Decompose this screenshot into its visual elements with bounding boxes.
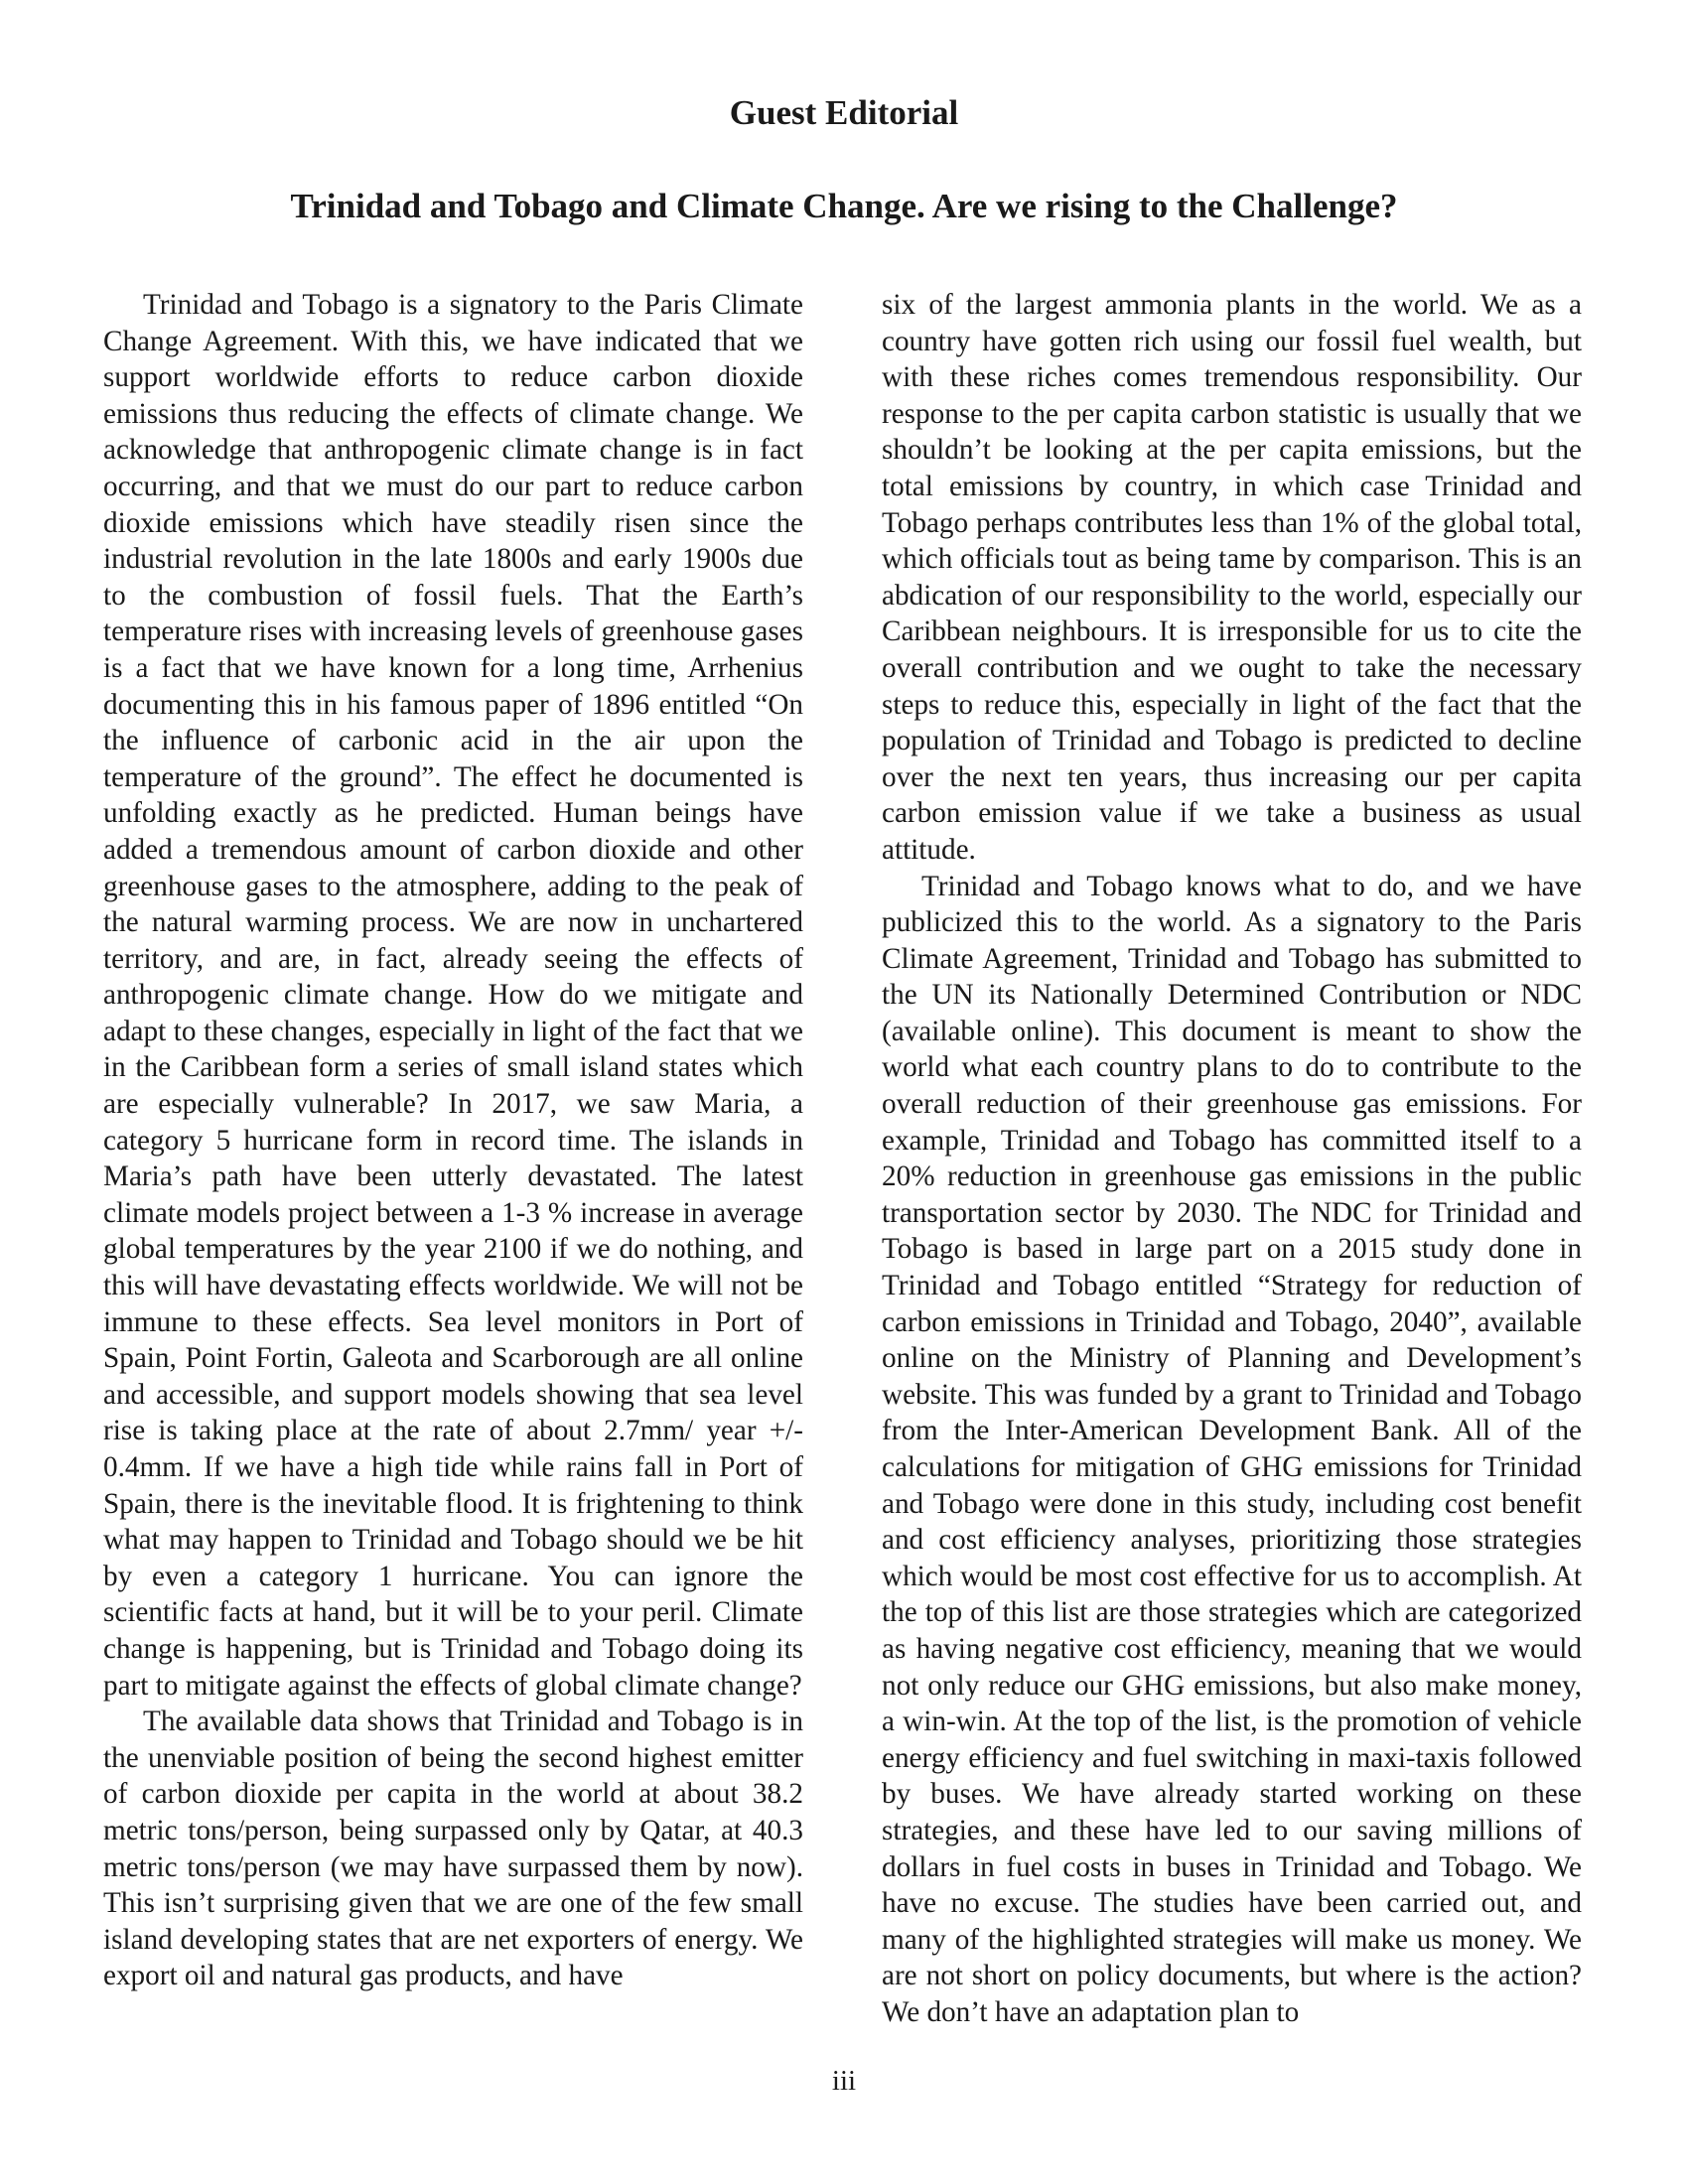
right-column <box>882 287 1582 2031</box>
article-title: Trinidad and Tobago and Climate Change. Are we rising to the Challenge? <box>290 187 1398 225</box>
page-number: iii <box>831 2065 857 2097</box>
left-column <box>103 287 803 1994</box>
section-label: Guest Editorial <box>729 93 959 132</box>
paragraph: six of the largest ammonia plants in the world. We as a country have gotten rich using our fossil fuel wealth, but with these riches comes tremendous responsibility. Our response to the per capita carbon statistic is usually that we shouldn’t be looking at the per capita emissions, but the total emissions by country, in which case Trinidad and Tobago perhaps contributes less than 1% of the global total, which officials tout as being tame by comparison. This is an abdication of our responsibility to the world, especially our Caribbean neighbours. It is irresponsible for us to cite the overall contribution and we ought to take the necessary steps to reduce this, especially in light of the fact that the population of Trinidad and Tobago is predicted to decline over the next ten years, thus increasing our per capita carbon emission value if we take a business as usual attitude. <box>882 289 1582 866</box>
paragraph: Trinidad and Tobago is a signatory to the Paris Climate Change Agreement. With this, we have indicated that we support worldwide efforts to reduce carbon dioxide emissions thus reducing the effects of climate change. We acknowledge that anthropogenic climate change is in fact occurring, and that we must do our part to reduce carbon dioxide emissions which have steadily risen since the industrial revolution in the late 1800s and early 1900s due to the combustion of fossil fuels. That the Earth’s temperature rises with increasing levels of greenhouse gases is a fact that we have known for a long time, Arrhenius documenting this in his famous paper of 1896 entitled “On the influence of carbonic acid in the air upon the temperature of the ground”. The effect he documented is unfolding exactly as he predicted. Human beings have added a tremendous amount of carbon dioxide and other greenhouse gases to the atmosphere, adding to the peak of the natural warming process. We are now in unchartered territory, and are, in fact, already seeing the effects of anthropogenic climate change. How do we mitigate and adapt to these changes, especially in light of the fact that we in the Caribbean form a series of small island states which are especially vulnerable? In 2017, we saw Maria, a category 5 hurricane form in record time. The islands in Maria’s path have been utterly devastated. The latest climate models project between a 1-3 % increase in average global temperatures by the year 2100 if we do nothing, and this will have devastating effects worldwide. We will not be immune to these effects. Sea level monitors in Port of Spain, Point Fortin, Galeota and Scarborough are all online and accessible, and support models showing that sea level rise is taking place at the rate of about 2.7mm/ year +/- 0.4mm. If we have a high tide while rains fall in Port of Spain, there is the inevitable flood. It is frightening to think what may happen to Trinidad and Tobago should we be hit by even a category 1 hurricane. You can ignore the scientific facts at hand, but it will be to your peril. Climate change is happening, but is Trinidad and Tobago doing its part to mitigate against the effects of global climate change? <box>103 289 803 1702</box>
paragraph: The available data shows that Trinidad and Tobago is in the unenviable position of being the second highest emitter of carbon dioxide per capita in the world at about 38.2 metric tons/person, being surpassed only by Qatar, at 40.3 metric tons/person (we may have surpassed them by now). This isn’t surprising given that we are one of the few small island developing states that are net exporters of energy. We export oil and natural gas products, and have <box>103 1706 803 1992</box>
paragraph: Trinidad and Tobago knows what to do, and we have publicized this to the world. As a signatory to the Paris Climate Agreement, Trinidad and Tobago has submitted to the UN its Nationally Determined Contribution or NDC (available online). This document is meant to show the world what each country plans to do to contribute to the overall reduction of their greenhouse gas emissions. For example, Trinidad and Tobago has committed itself to a 20% reduction in greenhouse gas emissions in the public transportation sector by 2030. The NDC for Trinidad and Tobago is based in large part on a 2015 study done in Trinidad and Tobago entitled “Strategy for reduction of carbon emissions in Trinidad and Tobago, 2040”, available online on the Ministry of Planning and Development’s website. This was funded by a grant to Trinidad and Tobago from the Inter-American Development Bank. All of the calculations for mitigation of GHG emissions for Trinidad and Tobago were done in this study, including cost benefit and cost efficiency analyses, prioritizing those strategies which would be most cost effective for us to accomplish. At the top of this list are those strategies which are categorized as having negative cost efficiency, meaning that we would not only reduce our GHG emissions, but also make money, a win-win. At the top of the list, is the promotion of vehicle energy efficiency and fuel switching in maxi-taxis followed by buses. We have already started working on these strategies, and these have led to our saving millions of dollars in fuel costs in buses in Trinidad and Tobago. We have no excuse. The studies have been carried out, and many of the highlighted strategies will make us money. We are not short on policy documents, but where is the action? We don’t have an adaptation plan to <box>882 870 1582 2028</box>
